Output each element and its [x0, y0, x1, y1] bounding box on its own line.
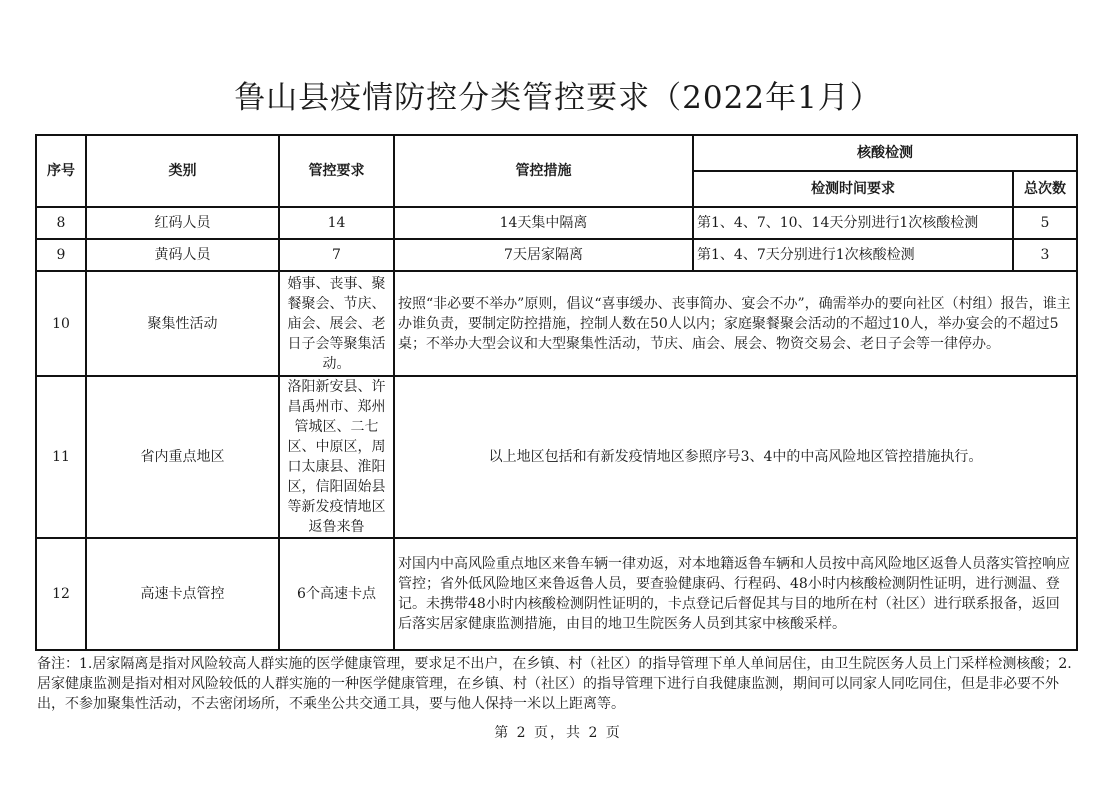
- cell-test-schedule: 第1、4、7、10、14天分别进行1次核酸检测: [693, 207, 1013, 239]
- cell-category: 省内重点地区: [86, 376, 279, 538]
- header-requirement: 管控要求: [279, 135, 394, 207]
- page-number: 第 2 页，共 2 页: [494, 725, 622, 741]
- header-category: 类别: [86, 135, 279, 207]
- cell-requirement: 7: [279, 239, 394, 271]
- cell-requirement: 洛阳新安县、许昌禹州市、郑州管城区、二七区、中原区，周口太康县、淮阳区，信阳固始县等新发疫情地区返鲁来鲁: [279, 376, 394, 538]
- table-row: [36, 239, 1077, 271]
- remarks-note: 备注：1.居家隔离是指对风险较高人群实施的医学健康管理，要求足不出户，在乡镇、村（社区）的指导管理下单人单间居住，由卫生院医务人员上门采样检测核酸；2.居家健康监测是指对相对风险较低的人群实施的一种医学健康管理，在乡镇、村（社区）的指导管理下进行自我健康监测，期间可以同家人同吃同住，但是非必要不外出，不参加聚集性活动，不去密闭场所，不乘坐公共交通工具，要与他人保持一米以上距离等。: [37, 656, 1072, 712]
- cell-index: 12: [36, 538, 86, 650]
- table-row: [36, 538, 1077, 650]
- cell-total-times: 5: [1013, 207, 1077, 239]
- header-measures: 管控措施: [394, 135, 693, 207]
- cell-measures: 对国内中高风险重点地区来鲁车辆一律劝返，对本地籍返鲁车辆和人员按中高风险地区返鲁人员落实管控响应管控；省外低风险地区来鲁返鲁人员，要查验健康码、行程码、48小时内核酸检测阴性证明，进行测温、登记。未携带48小时内核酸检测阴性证明的，卡点登记后督促其与目的地所在村（社区）进行联系报备，返回后落实居家健康监测措施，由目的地卫生院医务人员到其家中核酸采样。: [394, 538, 1077, 650]
- table-row: [36, 376, 1077, 538]
- cell-index: 9: [36, 239, 86, 271]
- table-row: [36, 207, 1077, 239]
- control-requirements-table: [35, 134, 1078, 651]
- page-title: 鲁山县疫情防控分类管控要求（2022年1月）: [234, 80, 882, 116]
- header-index: 序号: [36, 135, 86, 207]
- header-nucleic-test: 核酸检测: [693, 135, 1077, 171]
- cell-measures: 7天居家隔离: [394, 239, 693, 271]
- header-total-times: 总次数: [1013, 171, 1077, 207]
- cell-requirement: 14: [279, 207, 394, 239]
- cell-category: 红码人员: [86, 207, 279, 239]
- cell-measures: 以上地区包括和有新发疫情地区参照序号3、4中的中高风险地区管控措施执行。: [394, 376, 1077, 538]
- cell-requirement: 6个高速卡点: [279, 538, 394, 650]
- cell-measures: 14天集中隔离: [394, 207, 693, 239]
- header-test-schedule: 检测时间要求: [693, 171, 1013, 207]
- table-row: [36, 271, 1077, 376]
- cell-requirement: 婚事、丧事、聚餐聚会、节庆、庙会、展会、老日子会等聚集活动。: [279, 271, 394, 376]
- header-row-top: [36, 135, 1077, 171]
- cell-total-times: 3: [1013, 239, 1077, 271]
- cell-category: 高速卡点管控: [86, 538, 279, 650]
- cell-index: 8: [36, 207, 86, 239]
- cell-measures: 按照“非必要不举办”原则，倡议“喜事缓办、丧事简办、宴会不办”，确需举办的要向社区（村组）报告，谁主办谁负责，要制定防控措施，控制人数在50人以内；家庭聚餐聚会活动的不超过10人，举办宴会的不超过5桌；不举办大型会议和大型聚集性活动，节庆、庙会、展会、物资交易会、老日子会等一律停办。: [394, 271, 1077, 376]
- cell-category: 黄码人员: [86, 239, 279, 271]
- cell-category: 聚集性活动: [86, 271, 279, 376]
- cell-index: 11: [36, 376, 86, 538]
- cell-index: 10: [36, 271, 86, 376]
- cell-test-schedule: 第1、4、7天分别进行1次核酸检测: [693, 239, 1013, 271]
